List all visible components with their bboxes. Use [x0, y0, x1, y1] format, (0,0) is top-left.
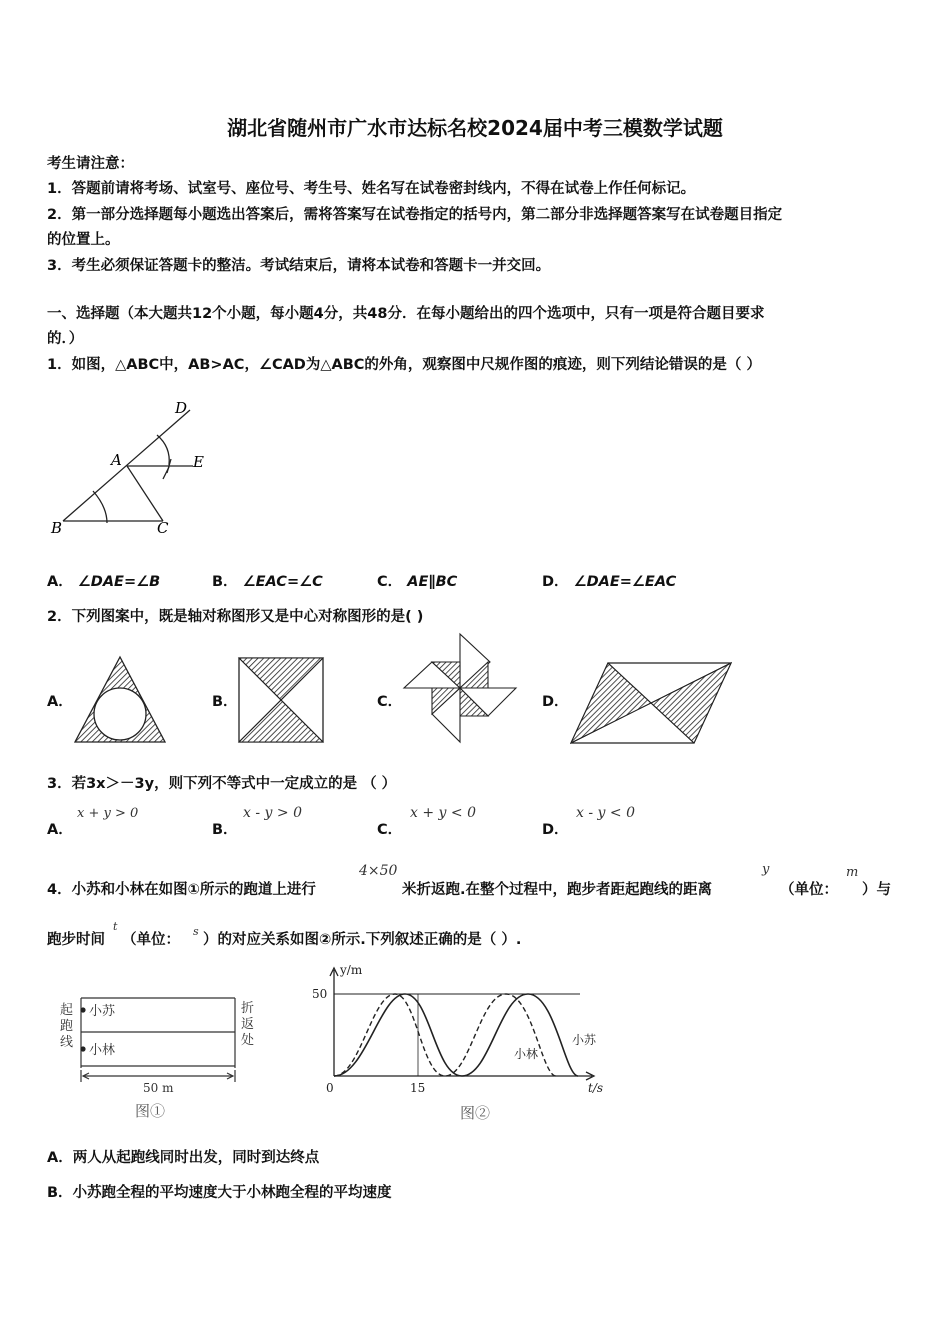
q4-var-t: t — [113, 920, 118, 933]
q4-stem-part4: ）与 — [862, 882, 891, 898]
q2-option-d[interactable]: D． — [542, 694, 569, 710]
q3-option-c-expr: x + y < 0 — [410, 805, 476, 821]
q1-option-a[interactable]: A． ∠DAE=∠B — [47, 574, 161, 590]
runner-1-dot — [80, 1007, 85, 1012]
x-axis-label: t/s — [588, 1081, 604, 1095]
y-tick-50: 50 — [312, 987, 328, 1001]
q4-unit-m: m — [846, 865, 859, 880]
q3-stem: 3．若3x＞－3y，则下列不等式中一定成立的是 （ ） — [47, 776, 397, 792]
x-tick-15: 15 — [410, 1081, 426, 1095]
figure-2-caption: 图② — [460, 1104, 491, 1122]
q3-option-b[interactable]: B． — [212, 822, 238, 838]
notice-heading: 考生请注意： — [47, 156, 134, 172]
runner-2-dot — [80, 1046, 85, 1051]
x-tick-0: 0 — [326, 1081, 334, 1095]
q2-option-b[interactable]: B． — [212, 694, 238, 710]
q1-label-E: E — [193, 453, 204, 471]
q4-option-a[interactable]: A．两人从起跑线同时出发，同时到达终点 — [47, 1150, 320, 1166]
q3-option-c[interactable]: C． — [377, 822, 403, 838]
q1-label-B: B — [51, 519, 63, 537]
q4-unit-s: s — [193, 925, 199, 938]
q3-option-d-expr: x - y < 0 — [576, 805, 635, 821]
q4-line2-c: ）的对应关系如图②所示.下列叙述正确的是（ ）. — [203, 932, 522, 948]
q4-stem-part3: （单位： — [780, 882, 838, 898]
series-xiaosu — [334, 994, 578, 1076]
notice-item-2: 2．第一部分选择题每小题选出答案后，需将答案写在试卷指定的括号内，第二部分非选择题答案写在试卷题目指定 — [47, 207, 783, 223]
q1-figure — [45, 395, 225, 545]
start-label-3: 线 — [60, 1035, 74, 1050]
q2-option-a[interactable]: A． — [47, 694, 73, 710]
q4-distance: 4×50 — [359, 863, 398, 879]
q3-option-d[interactable]: D． — [542, 822, 569, 838]
page-title: 湖北省随州市广水市达标名校2024届中考三模数学试题 — [227, 116, 723, 140]
q2-figure-c-pinwheel[interactable] — [402, 632, 520, 744]
q4-option-b[interactable]: B．小苏跑全程的平均速度大于小林跑全程的平均速度 — [47, 1185, 392, 1201]
notice-item-1: 1．答题前请将考场、试室号、座位号、考生号、姓名写在试卷密封线内，不得在试卷上作任何标记。 — [47, 181, 696, 197]
q4-stem-part2: 米折返跑.在整个过程中，跑步者距起跑线的距离 — [402, 882, 713, 898]
figure-1-caption: 图① — [135, 1102, 166, 1120]
q1-option-b[interactable]: B． ∠EAC=∠C — [212, 574, 323, 590]
q3-option-a-expr: x + y > 0 — [77, 806, 139, 821]
runner-1-label: 小苏 — [89, 1004, 116, 1019]
start-label-1: 起 — [60, 1003, 74, 1018]
q4-figure-2-graph — [310, 958, 610, 1128]
q4-figure-1-track — [55, 990, 270, 1125]
turn-label-2: 返 — [241, 1017, 255, 1032]
q2-stem: 2．下列图案中，既是轴对称图形又是中心对称图形的是( ) — [47, 609, 424, 625]
notice-item-2-cont: 的位置上。 — [47, 232, 120, 248]
q2-figure-b-square[interactable] — [237, 656, 325, 744]
q1-label-D: D — [175, 399, 188, 417]
section-heading-cont: 的．） — [47, 331, 84, 347]
section-heading: 一、选择题（本大题共12个小题，每小题4分，共48分．在每小题给出的四个选项中，只有一项是符合题目要求 — [47, 306, 765, 322]
q1-label-A: A — [111, 451, 122, 469]
q4-line2-a: 跑步时间 — [47, 932, 105, 948]
q2-figure-a-triangle-circle[interactable] — [72, 654, 168, 746]
q2-figure-d-parallelogram[interactable] — [568, 660, 734, 746]
q2-option-c[interactable]: C． — [377, 694, 403, 710]
track-length: 50 m — [143, 1081, 174, 1095]
q1-stem: 1．如图，△ABC中，AB>AC，∠CAD为△ABC的外角，观察图中尺规作图的痕迹，则下列结论错误的是（ ） — [47, 357, 761, 373]
q4-stem-part1: 4．小苏和小林在如图①所示的跑道上进行 — [47, 882, 316, 898]
notice-item-3: 3．考生必须保证答题卡的整洁。考试结束后，请将本试卷和答题卡一并交回。 — [47, 258, 551, 274]
turn-label-3: 处 — [241, 1033, 255, 1048]
q1-option-c[interactable]: C． AE∥BC — [377, 574, 458, 590]
series-2-label: 小林 — [514, 1047, 539, 1061]
q1-label-C: C — [157, 519, 169, 537]
turn-label-1: 折 — [241, 1001, 255, 1016]
q3-option-b-expr: x - y > 0 — [243, 805, 302, 821]
runner-2-label: 小林 — [89, 1043, 116, 1058]
y-axis-label: y/m — [340, 963, 363, 977]
q3-option-a[interactable]: A． — [47, 822, 73, 838]
series-1-label: 小苏 — [572, 1033, 597, 1047]
q1-option-d[interactable]: D． ∠DAE=∠EAC — [542, 574, 677, 590]
start-label-2: 跑 — [60, 1019, 74, 1034]
q4-line2-b: （单位： — [122, 932, 180, 948]
q4-var-y: y — [762, 862, 770, 877]
